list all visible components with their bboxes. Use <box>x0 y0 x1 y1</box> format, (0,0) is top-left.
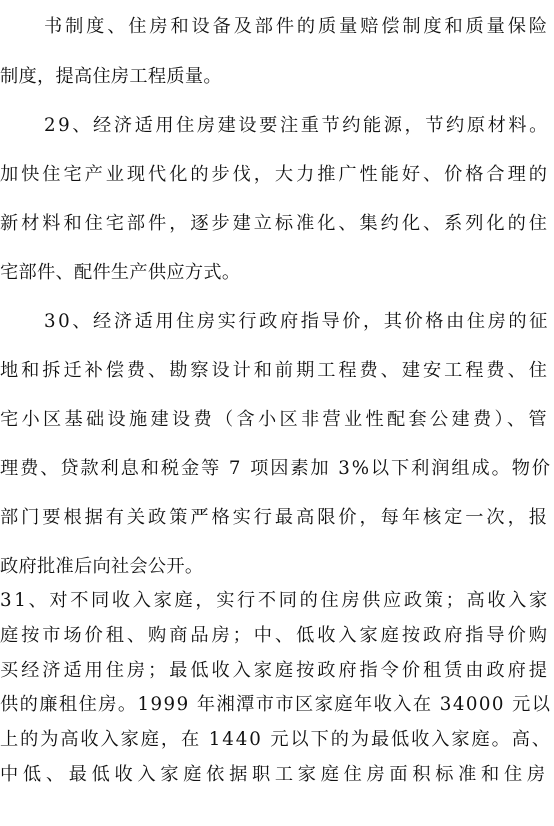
text-line: 理费、贷款利息和税金等 7 项因素加 3%以下利润组成。物价 <box>0 458 552 479</box>
text-line: 部门要根据有关政策严格实行最高限价，每年核定一次，报 <box>0 507 550 528</box>
text-line: 制度，提高住房工程质量。 <box>0 66 222 87</box>
text-line: 庭按市场价租、购商品房；中、低收入家庭按政府指导价购 <box>0 625 550 646</box>
text-line: 31、对不同收入家庭，实行不同的住房供应政策；高收入家 <box>0 590 550 611</box>
text-line: 政府批准后向社会公开。 <box>0 556 204 577</box>
text-line: 30、经济适用住房实行政府指导价，其价格由住房的征 <box>44 311 550 332</box>
text-line: 买经济适用住房；最低收入家庭按政府指令价租赁由政府提 <box>0 660 550 681</box>
text-line: 宅小区基础设施建设费（含小区非营业性配套公建费）、管 <box>0 409 550 430</box>
text-line: 中低、最低收入家庭依据职工家庭住房面积标准和住房 <box>0 764 550 785</box>
text-line: 宅部件、配件生产供应方式。 <box>0 262 241 283</box>
text-line: 新材料和住宅部件，逐步建立标准化、集约化、系列化的住 <box>0 213 550 234</box>
text-line: 29、经济适用住房建设要注重节约能源，节约原材料。 <box>44 115 550 136</box>
text-line: 地和拆迁补偿费、勘察设计和前期工程费、建安工程费、住 <box>0 360 550 381</box>
text-line: 加快住宅产业现代化的步伐，大力推广性能好、价格合理的 <box>0 164 550 185</box>
text-line: 供的廉租住房。1999 年湘潭市市区家庭年收入在 34000 元以 <box>0 694 552 715</box>
text-line: 上的为高收入家庭，在 1440 元以下的为最低收入家庭。高、 <box>0 729 552 750</box>
text-line: 书制度、住房和设备及部件的质量赔偿制度和质量保险 <box>44 16 550 37</box>
